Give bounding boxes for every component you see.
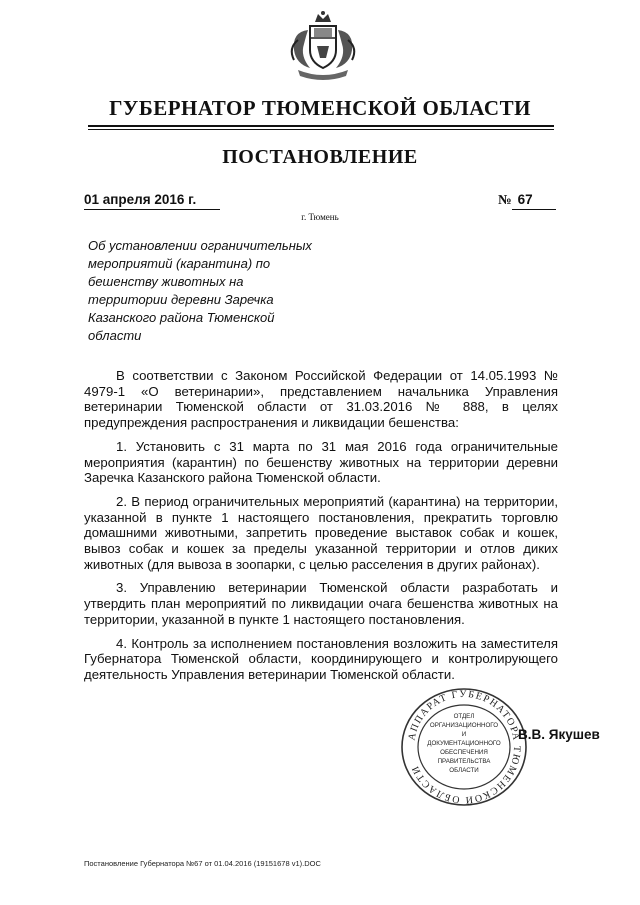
stamp-line-5: ОБЕСПЕЧЕНИЯ	[440, 749, 488, 756]
clause-2: 2. В период ограничительных мероприятий (карантина) на территории, указанной в пункте 1 настоящего постановления, прекратить торговлю домашними животными, запретить проведение выставок собак и кошек, вывоз собак и кошек за пределы указанной территории и отлов диких животных (для вывоза в зоопарки, с целью расселения в других районах).	[84, 493, 558, 572]
document-number	[498, 192, 533, 208]
signer-name: В.В. Якушев	[518, 727, 600, 742]
clause-1: 1. Установить с 31 марта по 31 мая 2016 года ограничительные мероприятия (карантин) по бешенству животных на территории деревни Заречка Казанского района Тюменской области.	[84, 438, 558, 486]
clause-4: 4. Контроль за исполнением постановления возложить на заместителя Губернатора Тюменской области, координирующего и контролирующего деятельность Управления ветеринарии Тюменской области.	[84, 635, 558, 682]
stamp-line-6: ПРАВИТЕЛЬСТВА	[437, 758, 491, 765]
stamp-line-2: ОРГАНИЗАЦИОННОГО	[429, 722, 499, 729]
stamp-line-3: И	[461, 731, 467, 738]
org-title: ГУБЕРНАТОР ТЮМЕНСКОЙ ОБЛАСТИ	[109, 96, 531, 120]
document-subject: Об установлении ограничительных мероприятий (карантина) по бешенству животных на территории деревни Заречка Казанского района Тюменской области	[88, 238, 312, 343]
stamp-outer-text: АППАРАТ ГУБЕРНАТОРА ТЮМЕНСКОЙ ОБЛАСТИ	[406, 688, 523, 806]
document-date: 01 апреля 2016 г.	[84, 192, 197, 207]
city: г. Тюмень	[301, 212, 339, 222]
header-rule-thick	[88, 125, 554, 127]
header-rule-thin	[88, 129, 554, 130]
number-value: 67	[517, 192, 533, 207]
stamp-line-7: ОБЛАСТИ	[449, 767, 479, 774]
clause-3: 3. Управлению ветеринарии Тюменской области разработать и утвердить план мероприятий по ликвидации очага бешенства животных на территории, указанной в пункте 1 настоящего постановления.	[84, 580, 558, 627]
document-type: ПОСТАНОВЛЕНИЕ	[222, 146, 418, 168]
official-stamp	[398, 686, 530, 808]
number-sign: №	[498, 192, 512, 207]
date-underline	[84, 209, 220, 210]
stamp-line-1: ОТДЕЛ	[453, 713, 475, 720]
preamble-paragraph: В соответствии с Законом Российской Федерации от 14.05.1993 № 4979-1 «О ветеринарии», представлением начальника Управления ветеринарии Тюменской области от 31.03.2016 № 888, в целях предупреждения распространения и ликвидации бешенства:	[84, 368, 558, 431]
file-footer: Постановление Губернатора №67 от 01.04.2016 (19151678 v1).DOC	[84, 859, 321, 868]
number-underline	[512, 209, 556, 210]
coat-of-arms-icon	[284, 10, 362, 82]
document-body	[84, 368, 558, 691]
stamp-line-4: ДОКУМЕНТАЦИОННОГО	[427, 740, 501, 747]
